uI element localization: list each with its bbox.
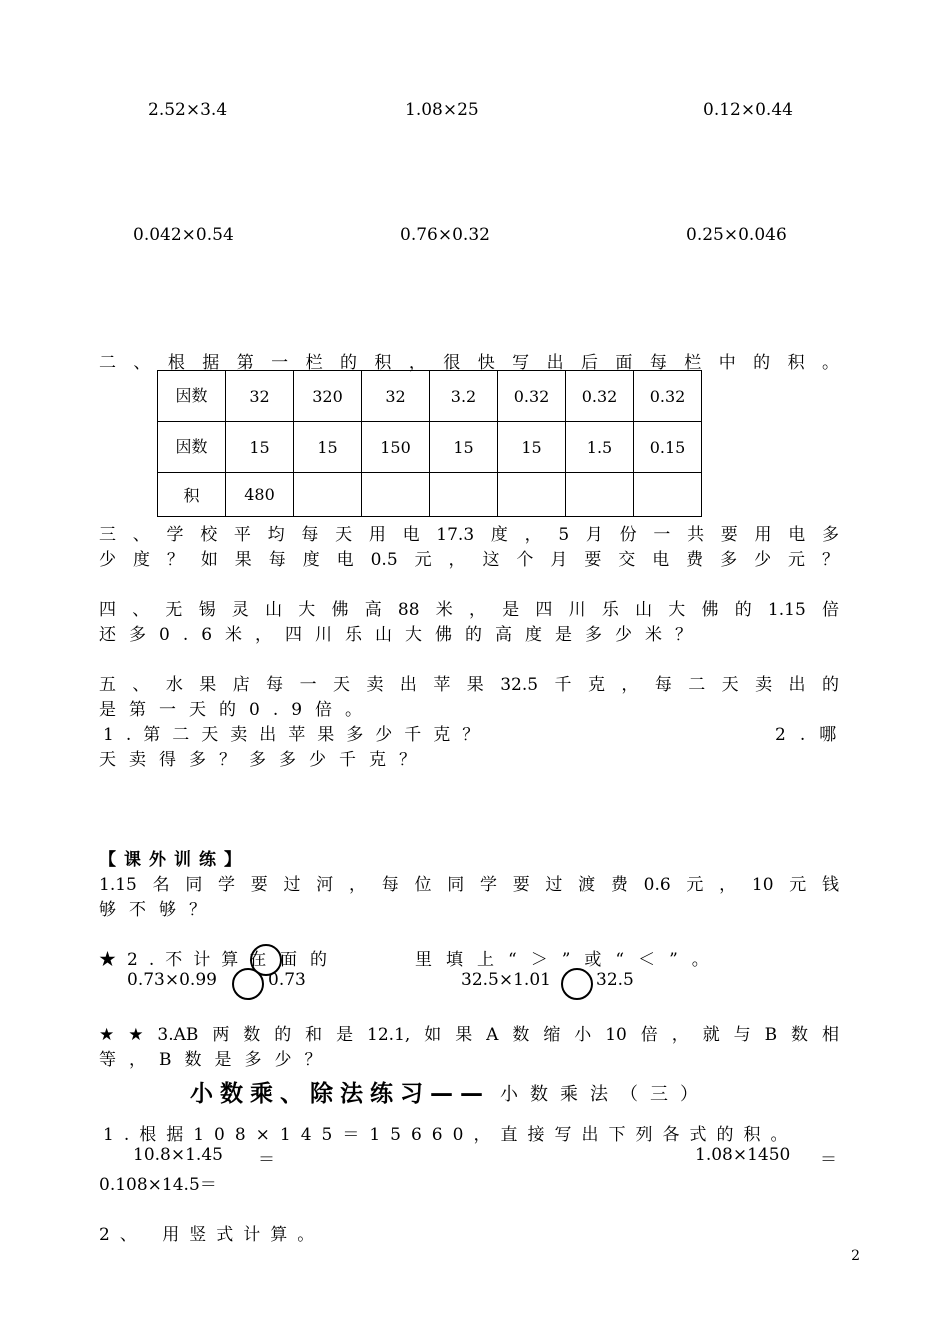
section-q1-a-eq: ＝ bbox=[258, 1150, 275, 1170]
table-cell bbox=[362, 473, 430, 517]
table-cell: 32 bbox=[226, 371, 294, 422]
compare-circle bbox=[561, 968, 593, 1000]
table-cell: 0.15 bbox=[634, 422, 702, 473]
table-cell: 15 bbox=[430, 422, 498, 473]
q4-line1: 四、无锡灵山大佛高88米，是四川乐山大佛的1.15倍 bbox=[99, 600, 839, 620]
section-q1-a: 10.8×1.45 bbox=[133, 1145, 223, 1165]
q4-line2: 还多0.6米，四川乐山大佛的高度是多少米？ bbox=[99, 625, 706, 645]
row-label: 积 bbox=[158, 473, 226, 517]
table-row-product bbox=[158, 473, 702, 517]
extra-p2-right-expr: 32.5×1.01 bbox=[461, 970, 551, 990]
extra-p1-line2: 够不够？ bbox=[99, 900, 219, 920]
calc-4: 0.042×0.54 bbox=[133, 225, 234, 245]
table-cell: 0.32 bbox=[634, 371, 702, 422]
table-cell: 0.32 bbox=[566, 371, 634, 422]
table-cell bbox=[566, 473, 634, 517]
q5-line4: 天卖得多？多多少千克？ bbox=[99, 750, 429, 770]
page-number: 2 bbox=[851, 1248, 860, 1264]
calc-3: 0.12×0.44 bbox=[703, 100, 793, 120]
table-cell bbox=[430, 473, 498, 517]
table-cell: 15 bbox=[226, 422, 294, 473]
table-cell: 0.32 bbox=[498, 371, 566, 422]
table-cell bbox=[294, 473, 362, 517]
section-q1-b-eq: ＝ bbox=[820, 1150, 837, 1170]
table-cell: 15 bbox=[294, 422, 362, 473]
extra-p2-part3: 里填上“＞”或“＜”。 bbox=[415, 950, 723, 970]
table-cell: 320 bbox=[294, 371, 362, 422]
q2-title: 二、根据第一栏的积，很快写出后面每栏中的积。 bbox=[99, 353, 839, 373]
extra-p2-part2: 面的 bbox=[280, 950, 340, 970]
q5-line1: 五、水果店每一天卖出苹果32.5千克，每二天卖出的 bbox=[99, 675, 839, 695]
extra-p2-left-expr: 0.73×0.99 bbox=[127, 970, 217, 990]
section-q1-line1: 1.根据108×145＝15660，直接写出下列各式的积。 bbox=[103, 1125, 798, 1145]
q3-line2: 少度？如果每度电0.5元，这个月要交电费多少元？ bbox=[99, 550, 839, 570]
table-cell bbox=[498, 473, 566, 517]
extra-p3-line1: ★★3.AB两数的和是12.1,如果A数缩小10倍，就与B数相 bbox=[99, 1025, 839, 1045]
calc-5: 0.76×0.32 bbox=[400, 225, 490, 245]
extra-p2-right-val: 32.5 bbox=[596, 970, 634, 990]
table-cell: 15 bbox=[498, 422, 566, 473]
calc-6: 0.25×0.046 bbox=[686, 225, 787, 245]
table-cell: 1.5 bbox=[566, 422, 634, 473]
section-title-big: 小数乘、除法练习—— bbox=[190, 1081, 490, 1107]
table-row-factor1 bbox=[158, 371, 702, 422]
section-q1-b: 1.08×1450 bbox=[695, 1145, 791, 1165]
q5-line3a: 1.第二天卖出苹果多少千克？ bbox=[103, 725, 492, 745]
q5-line3b: 2.哪 bbox=[775, 725, 851, 745]
product-table bbox=[157, 370, 702, 517]
table-cell: 32 bbox=[362, 371, 430, 422]
extra-p1-line1: 1.15名同学要过河，每位同学要过渡费0.6元，10元钱 bbox=[99, 875, 839, 895]
section-q1-c: 0.108×14.5＝ bbox=[99, 1175, 217, 1195]
extra-heading: 【课外训练】 bbox=[99, 850, 249, 870]
table-cell: 3.2 bbox=[430, 371, 498, 422]
extra-p2-part1: ★2.不计算在 bbox=[99, 950, 278, 970]
q5-line2: 是第一天的0.9倍。 bbox=[99, 700, 376, 720]
section-q2-line: 2、 用竖式计算。 bbox=[99, 1225, 325, 1245]
table-row-factor2 bbox=[158, 422, 702, 473]
calc-1: 2.52×3.4 bbox=[148, 100, 228, 120]
q3-line1: 三、学校平均每天用电17.3度，5月份一共要用电多 bbox=[99, 525, 839, 545]
compare-circle bbox=[232, 968, 264, 1000]
table-cell: 480 bbox=[226, 473, 294, 517]
table-cell bbox=[634, 473, 702, 517]
row-label: 因数 bbox=[158, 422, 226, 473]
section-title-small: 小数乘法（三） bbox=[500, 1084, 710, 1105]
row-label: 因数 bbox=[158, 371, 226, 422]
calc-2: 1.08×25 bbox=[405, 100, 479, 120]
extra-p3-line2: 等，B数是多少？ bbox=[99, 1050, 335, 1070]
table-cell: 150 bbox=[362, 422, 430, 473]
extra-p2-left-val: 0.73 bbox=[268, 970, 306, 990]
